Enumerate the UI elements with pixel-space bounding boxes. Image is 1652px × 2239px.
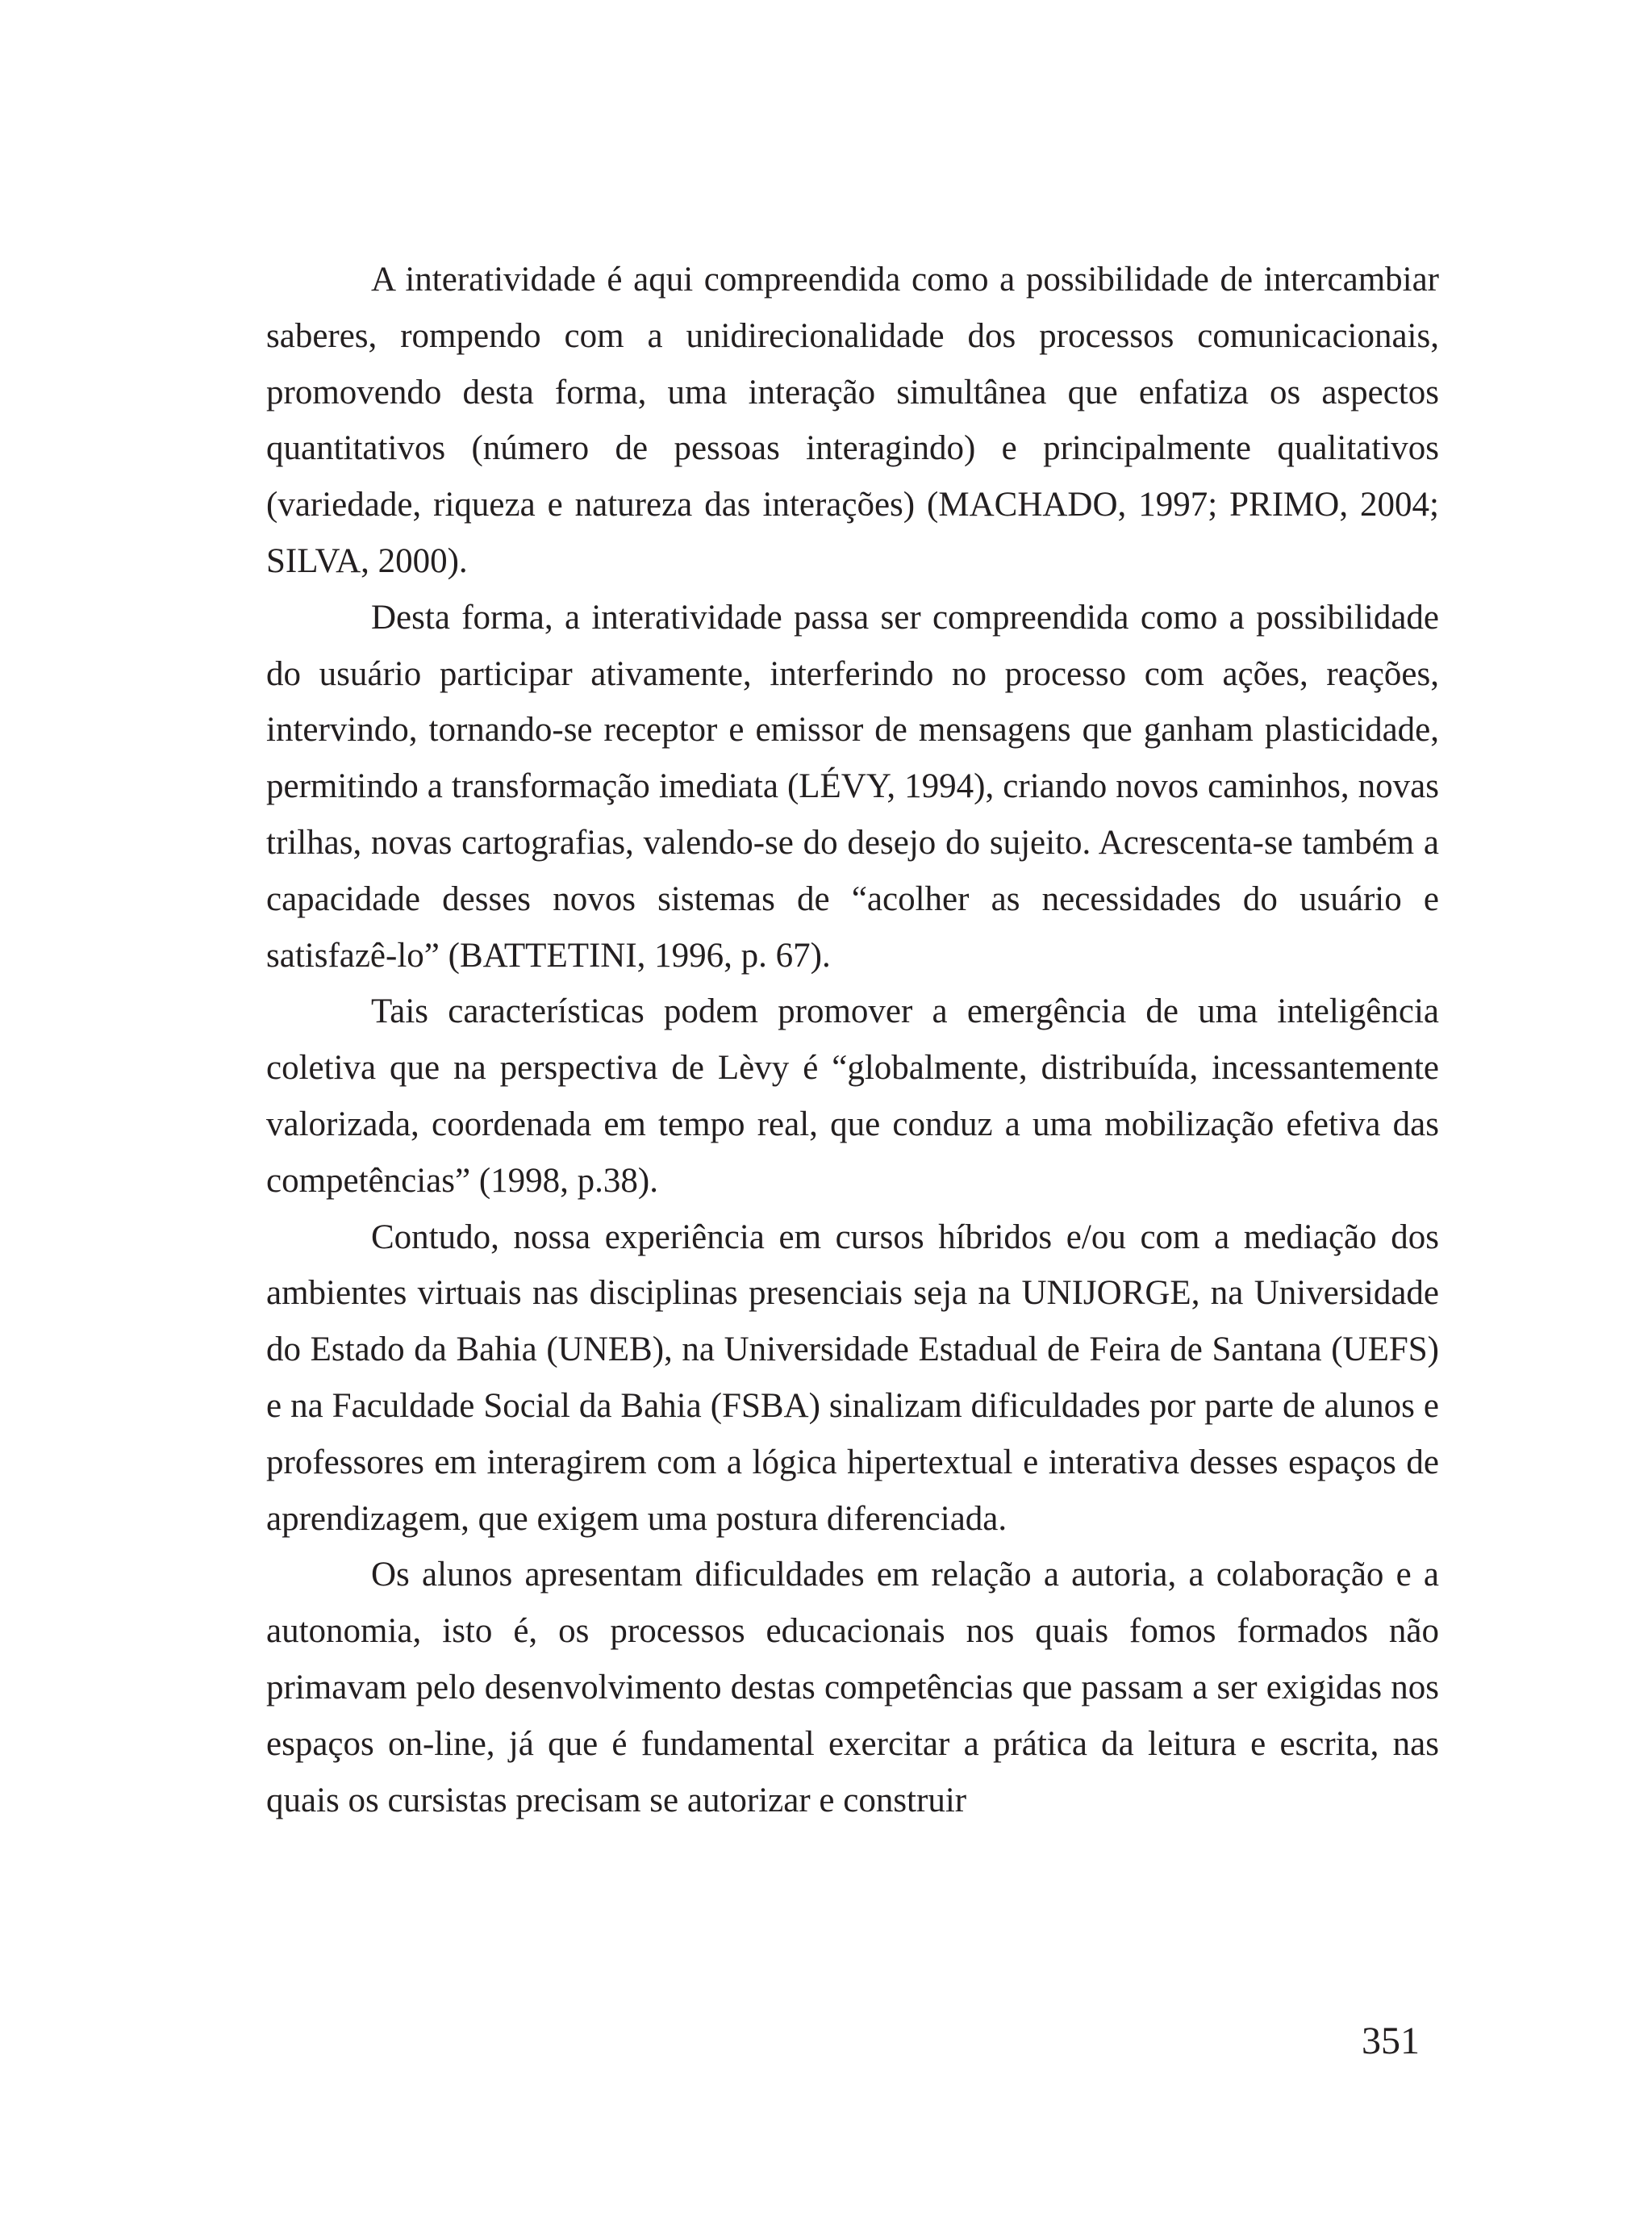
- paragraph-interatividade-definicao: A interatividade é aqui compreendida como a possibilidade de intercambiar saberes, rompendo com a unidirecionalidade dos processos comunicacionais, promovendo desta forma, uma interação simultânea que enfatiza os aspectos quantitativos (número de pessoas interagindo) e principalmente qualitativos (variedade, riqueza e natureza das interações) (MACHADO, 1997; PRIMO, 2004; SILVA, 2000).: [266, 261, 1439, 580]
- body-text: [266, 252, 1439, 1828]
- paragraph-participacao-usuario: Desta forma, a interatividade passa ser compreendida como a possibilidade do usuário participar ativamente, interferindo no processo com ações, reações, intervindo, tornando-se receptor e emissor de mensagens que ganham plasticidade, permitindo a transformação imediata (LÉVY, 1994), criando novos caminhos, novas trilhas, novas cartografias, valendo-se do desejo do sujeito. Acrescenta-se também a capacidade desses novos sistemas de “acolher as necessidades do usuário e satisfazê-lo” (BATTETINI, 1996, p. 67).: [266, 598, 1439, 975]
- paragraph-dificuldades-alunos: Os alunos apresentam dificuldades em relação a autoria, a colaboração e a autonomia, isto é, os processos educacionais nos quais fomos formados não primavam pelo desenvolvimento destas competências que passam a ser exigidas nos espaços on-line, já que é fundamental exercitar a prática da leitura e escrita, nas quais os cursistas precisam se autorizar e construir: [266, 1556, 1439, 1819]
- paragraph-experiencia-cursos: Contudo, nossa experiência em cursos híbridos e/ou com a mediação dos ambientes virtuais nas disciplinas presenciais seja na UNIJORGE, na Universidade do Estado da Bahia (UNEB), na Universidade Estadual de Feira de Santana (UEFS) e na Faculdade Social da Bahia (FSBA) sinalizam dificuldades por parte de alunos e professores em interagirem com a lógica hipertextual e interativa desses espaços de aprendizagem, que exigem uma postura diferenciada.: [266, 1218, 1439, 1538]
- paragraph-inteligencia-coletiva: Tais características podem promover a emergência de uma inteligência coletiva que na perspectiva de Lèvy é “globalmente, distribuída, incessantemente valorizada, coordenada em tempo real, que conduz a uma mobilização efetiva das competências” (1998, p.38).: [266, 992, 1439, 1200]
- page-number: 351: [1362, 2020, 1420, 2062]
